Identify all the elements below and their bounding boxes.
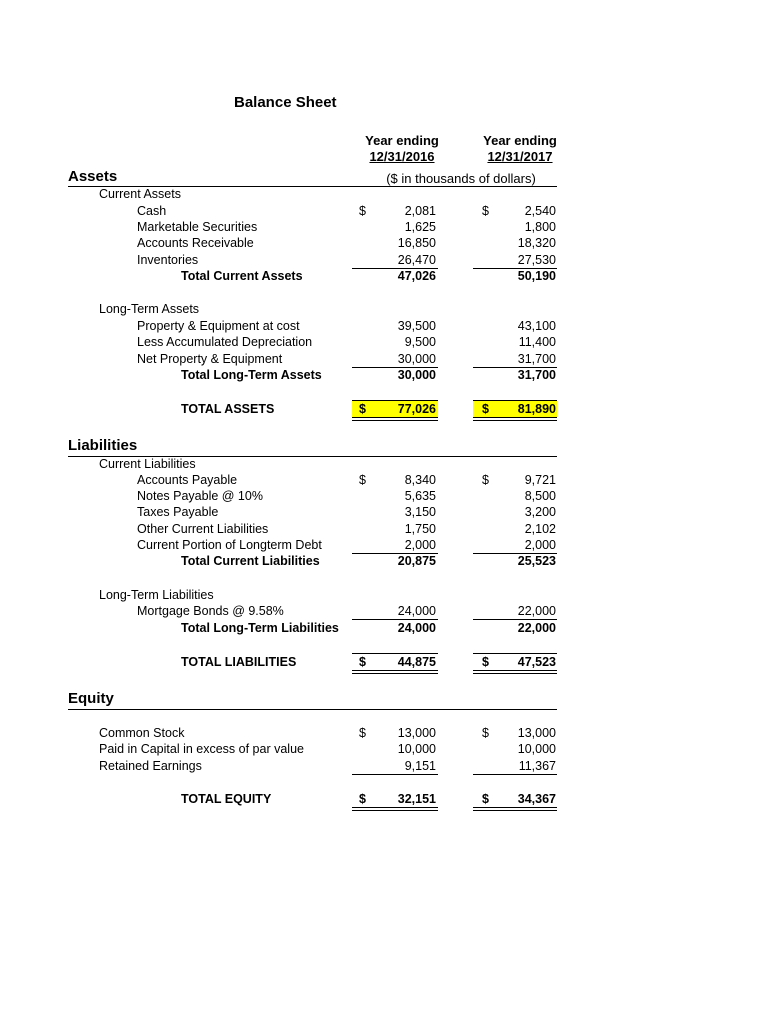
value-2017-total-assets: 81,890 bbox=[517, 402, 556, 416]
row-label-taxes-payable: Taxes Payable bbox=[137, 505, 219, 519]
units-note: ($ in thousands of dollars) bbox=[386, 171, 536, 186]
value-2016-inventories: 26,470 bbox=[397, 253, 436, 267]
row-label-property-equipment-cost: Property & Equipment at cost bbox=[137, 319, 300, 333]
row-label-common-stock: Common Stock bbox=[99, 726, 185, 740]
currency-symbol: $ bbox=[482, 655, 489, 669]
currency-symbol: $ bbox=[482, 726, 489, 740]
value-2016-total-assets: 77,026 bbox=[397, 402, 436, 416]
row-label-total-equity: TOTAL EQUITY bbox=[181, 792, 272, 806]
value-2017-taxes-payable: 3,200 bbox=[524, 505, 556, 519]
double-rule-2017-a bbox=[473, 417, 557, 418]
double-rule-2016-b bbox=[352, 673, 438, 674]
value-2016-total-long-term-liabilities: 24,000 bbox=[397, 621, 436, 635]
currency-symbol: $ bbox=[359, 792, 366, 806]
currency-symbol: $ bbox=[482, 792, 489, 806]
currency-symbol: $ bbox=[482, 473, 489, 487]
row-label-total-assets: TOTAL ASSETS bbox=[181, 402, 275, 416]
row-label-marketable-securities: Marketable Securities bbox=[137, 220, 258, 234]
row-label-total-current-assets: Total Current Assets bbox=[181, 269, 303, 283]
row-label-net-property-equipment: Net Property & Equipment bbox=[137, 352, 283, 366]
subsection-heading-current-liabilities: Current Liabilities bbox=[99, 457, 196, 471]
row-label-other-current-liabilities: Other Current Liabilities bbox=[137, 522, 269, 536]
double-rule-2016-b bbox=[352, 420, 438, 421]
row-label-total-liabilities: TOTAL LIABILITIES bbox=[181, 655, 297, 669]
row-label-paid-in-capital: Paid in Capital in excess of par value bbox=[99, 742, 304, 756]
value-2016-other-current-liabilities: 1,750 bbox=[404, 522, 436, 536]
currency-symbol: $ bbox=[359, 726, 366, 740]
subsection-heading-current-assets: Current Assets bbox=[99, 187, 181, 201]
subsection-heading-long-term-liabilities: Long-Term Liabilities bbox=[99, 588, 214, 602]
value-2017-mortgage-bonds: 22,000 bbox=[517, 604, 556, 618]
value-2016-total-long-term-assets: 30,000 bbox=[397, 368, 436, 382]
row-label-accounts-payable: Accounts Payable bbox=[137, 473, 238, 487]
double-rule-2017-b bbox=[473, 810, 557, 811]
currency-symbol: $ bbox=[482, 204, 489, 218]
double-rule-2016-a bbox=[352, 417, 438, 418]
currency-symbol: $ bbox=[482, 402, 489, 416]
row-label-inventories: Inventories bbox=[137, 253, 199, 267]
value-2017-total-equity: 34,367 bbox=[517, 792, 556, 806]
value-2017-notes-payable: 8,500 bbox=[524, 489, 556, 503]
value-2017-current-portion-longterm-debt: 2,000 bbox=[524, 538, 556, 552]
value-2017-total-current-liabilities: 25,523 bbox=[517, 554, 556, 568]
subsection-heading-long-term-assets: Long-Term Assets bbox=[99, 302, 200, 316]
section-divider-equity bbox=[68, 709, 557, 710]
section-heading-liabilities: Liabilities bbox=[68, 437, 138, 454]
value-2016-accumulated-depreciation: 9,500 bbox=[404, 335, 436, 349]
value-2016-common-stock: 13,000 bbox=[397, 726, 436, 740]
double-rule-2016-a bbox=[352, 670, 438, 671]
double-rule-2017-a bbox=[473, 670, 557, 671]
column-header-2017-line1: Year ending bbox=[483, 133, 557, 148]
value-2017-cash: 2,540 bbox=[524, 204, 556, 218]
value-2017-common-stock: 13,000 bbox=[517, 726, 556, 740]
value-2016-total-current-assets: 47,026 bbox=[397, 269, 436, 283]
value-2016-taxes-payable: 3,150 bbox=[404, 505, 436, 519]
currency-symbol: $ bbox=[359, 204, 366, 218]
currency-symbol: $ bbox=[359, 655, 366, 669]
value-2016-accounts-receivable: 16,850 bbox=[397, 236, 436, 250]
column-header-2016-line1: Year ending bbox=[365, 133, 439, 148]
value-2017-total-long-term-liabilities: 22,000 bbox=[517, 621, 556, 635]
value-2016-notes-payable: 5,635 bbox=[404, 489, 436, 503]
row-label-total-long-term-liabilities: Total Long-Term Liabilities bbox=[181, 621, 339, 635]
value-2016-marketable-securities: 1,625 bbox=[404, 220, 436, 234]
value-2017-total-current-assets: 50,190 bbox=[517, 269, 556, 283]
double-rule-2017-b bbox=[473, 673, 557, 674]
value-2017-accounts-payable: 9,721 bbox=[524, 473, 556, 487]
value-2017-net-property-equipment: 31,700 bbox=[517, 352, 556, 366]
value-2017-retained-earnings: 11,367 bbox=[518, 759, 556, 773]
column-header-2016-line2: 12/31/2016 bbox=[369, 149, 435, 164]
double-rule-2017-b bbox=[473, 420, 557, 421]
value-2016-accounts-payable: 8,340 bbox=[404, 473, 436, 487]
row-label-retained-earnings: Retained Earnings bbox=[99, 759, 202, 773]
double-rule-2016-a bbox=[352, 807, 438, 808]
value-2017-accounts-receivable: 18,320 bbox=[517, 236, 556, 250]
double-rule-2017-a bbox=[473, 807, 557, 808]
value-2016-mortgage-bonds: 24,000 bbox=[397, 604, 436, 618]
section-heading-equity: Equity bbox=[68, 690, 114, 707]
value-2017-total-liabilities: 47,523 bbox=[517, 655, 556, 669]
value-2016-property-equipment-cost: 39,500 bbox=[397, 319, 436, 333]
row-label-accounts-receivable: Accounts Receivable bbox=[137, 236, 254, 250]
value-2016-total-equity: 32,151 bbox=[397, 792, 436, 806]
value-2016-current-portion-longterm-debt: 2,000 bbox=[404, 538, 436, 552]
currency-symbol: $ bbox=[359, 402, 366, 416]
value-2017-property-equipment-cost: 43,100 bbox=[517, 319, 556, 333]
double-rule-2016-b bbox=[352, 810, 438, 811]
value-2017-paid-in-capital: 10,000 bbox=[517, 742, 556, 756]
section-heading-assets: Assets bbox=[68, 168, 118, 185]
currency-symbol: $ bbox=[359, 473, 366, 487]
row-label-mortgage-bonds: Mortgage Bonds @ 9.58% bbox=[137, 604, 284, 618]
value-2016-retained-earnings: 9,151 bbox=[404, 759, 436, 773]
grand-total-rule-2017 bbox=[473, 774, 557, 775]
value-2016-total-current-liabilities: 20,875 bbox=[397, 554, 436, 568]
value-2016-net-property-equipment: 30,000 bbox=[397, 352, 436, 366]
value-2017-total-long-term-assets: 31,700 bbox=[517, 368, 556, 382]
row-label-current-portion-longterm-debt: Current Portion of Longterm Debt bbox=[137, 538, 322, 552]
row-label-total-current-liabilities: Total Current Liabilities bbox=[181, 554, 320, 568]
value-2017-inventories: 27,530 bbox=[517, 253, 556, 267]
row-label-notes-payable: Notes Payable @ 10% bbox=[137, 489, 263, 503]
page-title: Balance Sheet bbox=[234, 94, 337, 111]
grand-total-rule-2016 bbox=[352, 774, 438, 775]
value-2017-marketable-securities: 1,800 bbox=[524, 220, 556, 234]
value-2016-paid-in-capital: 10,000 bbox=[397, 742, 436, 756]
column-header-2017-line2: 12/31/2017 bbox=[487, 149, 553, 164]
value-2016-cash: 2,081 bbox=[404, 204, 436, 218]
value-2016-total-liabilities: 44,875 bbox=[397, 655, 436, 669]
row-label-total-long-term-assets: Total Long-Term Assets bbox=[181, 368, 322, 382]
row-label-cash: Cash bbox=[137, 204, 167, 218]
value-2017-other-current-liabilities: 2,102 bbox=[524, 522, 556, 536]
value-2017-accumulated-depreciation: 11,400 bbox=[518, 335, 556, 349]
row-label-accumulated-depreciation: Less Accumulated Depreciation bbox=[137, 335, 313, 349]
